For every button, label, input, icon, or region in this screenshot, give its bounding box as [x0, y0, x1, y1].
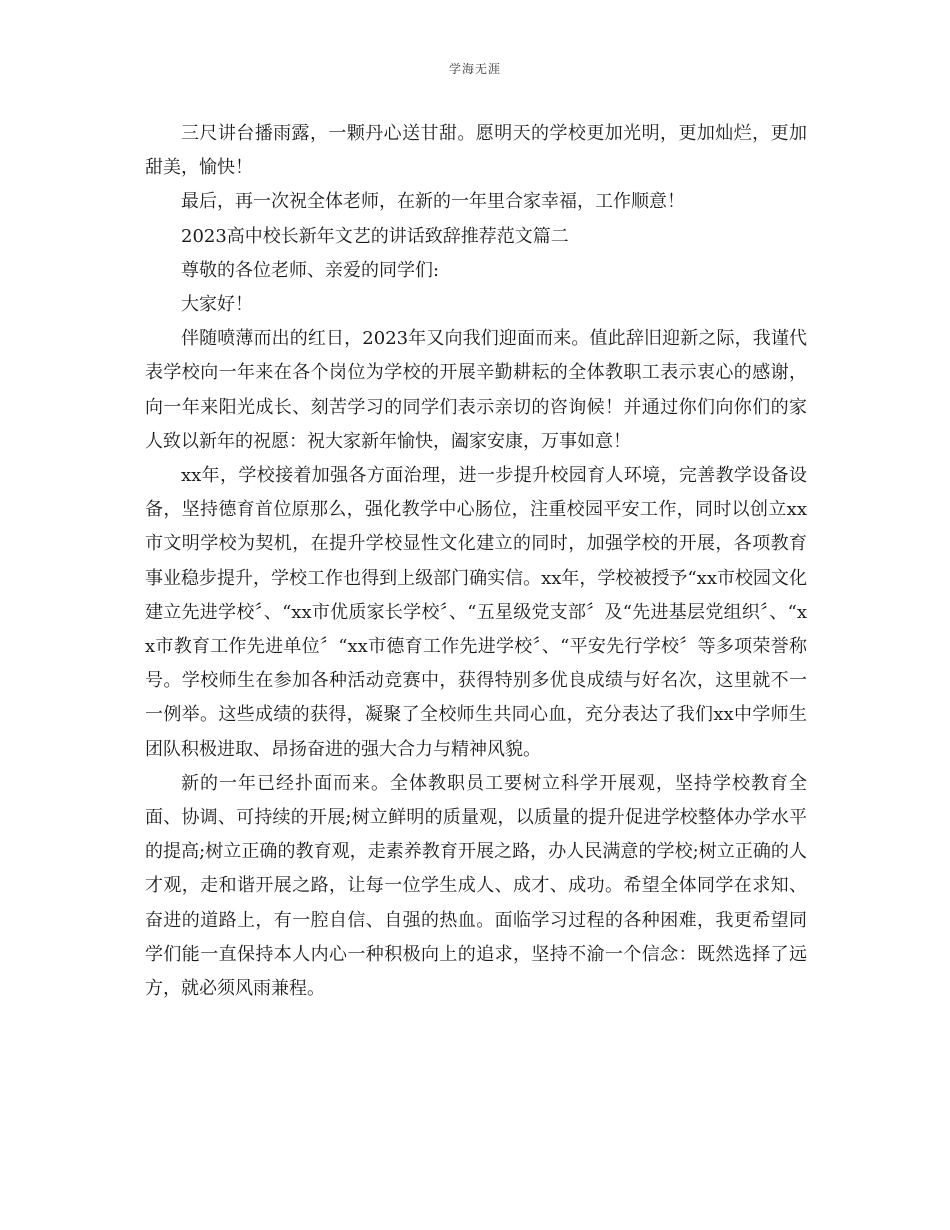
page-header: 学海无涯 — [448, 62, 501, 76]
paragraph: 伴随喷薄而出的红日，2023年又向我们迎面而来。值此辞旧迎新之际，我谨代表学校向一年来在各个岗位为学校的开展辛勤耕耘的全体教职工表示衷心的感谢，向一年来阳光成长、刻苦学习的同学们表示亲切的咨询候！并通过你们向你们的家人致以新年的祝愿：祝大家新年愉快，阖家安康，万事如意！ — [145, 328, 807, 452]
paragraph: 新的一年已经扑面而来。全体教职员工要树立科学开展观，坚持学校教育全面、协调、可持续的开展;树立鲜明的质量观，以质量的提升促进学校整体办学水平的提高;树立正确的教育观，走素养教育开展之路，办人民满意的学校;树立正确的人才观，走和谐开展之路，让每一位学生成人、成才、成功。希望全体同学在求知、奋进的道路上，有一腔自信、自强的热血。面临学习过程的各种困难，我更希望同学们能一直保持本人内心一种积极向上的追求，坚持不渝一个信念：既然选择了远方，就必须风雨兼程。 — [145, 772, 807, 1000]
paragraph: 最后，再一次祝全体老师，在新的一年里合家幸福，工作顺意！ — [181, 191, 685, 213]
section-title: 2023高中校长新年文艺的讲话致辞推荐范文篇二 — [181, 225, 569, 247]
paragraph: xx年，学校接着加强各方面治理，进一步提升校园育人环境，完善教学设备设备，坚持德育首位原那么，强化教学中心肠位，注重校园平安工作，同时以创立xx市文明学校为契机，在提升学校显性文化建立的同时，加强学校的开展，各项教育事业稳步提升，学校工作也得到上级部门确实信。xx年，学校被授予“xx市校园文化建立先进学校〞、“xx市优质家长学校〞、“五星级党支部〞及“先进基层党组织〞、“xx市教育工作先进单位〞“xx市德育工作先进学校〞、“平安先行学校〞等多项荣誉称号。学校师生在参加各种活动竞赛中，获得特别多优良成绩与好名次，这里就不一一例举。这些成绩的获得，凝聚了全校师生共同心血，充分表达了我们xx中学师生团队积极进取、昂扬奋进的强大合力与精神风貌。 — [145, 465, 807, 760]
greeting: 大家好！ — [181, 294, 253, 316]
salutation: 尊敬的各位老师、亲爱的同学们: — [181, 259, 440, 281]
document-body — [145, 117, 807, 1006]
paragraph: 三尺讲台播雨露，一颗丹心送甘甜。愿明天的学校更加光明，更加灿烂，更加甜美，愉快！ — [145, 123, 807, 179]
